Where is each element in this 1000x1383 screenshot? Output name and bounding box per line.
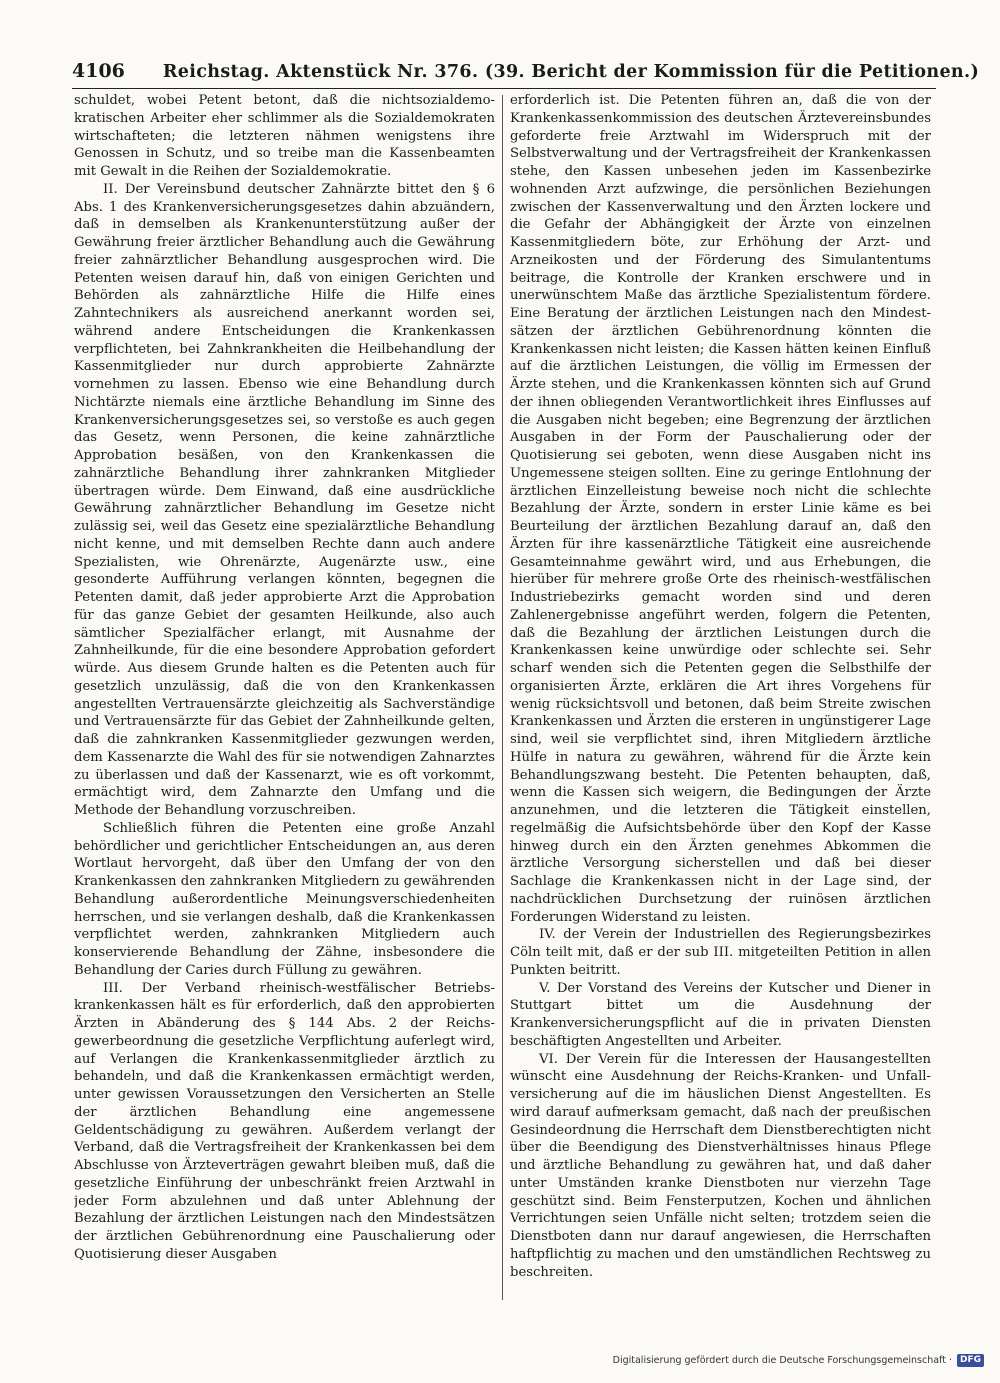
page-header [72, 60, 980, 86]
paragraph: schuldet, wobei Petent betont, daß die nichtsozialdemokratischen Arbeiter eher schlimmer als die Sozialdemokraten wirtschafteten; die letzteren nähmen wenigstens ihre Genossen in Schutz, und so treibe man die Kassenbeamten mit Gewalt in die Reihen der Sozialdemokratie. [74, 93, 495, 179]
paragraph: Schließlich führen die Petenten eine große Anzahl behördlicher und gerichtlicher Entscheidungen an, aus deren Wortlaut hervorgeht, daß über den Umfang der von den Krankenkassen den zahnkranken Mitgliedern zu gewährenden Behandlung außerordentliche Meinungsverschiedenheiten herrschen, und sie verlangen deshalb, daß die Krankenkassen verpflichtet werden, zahnkranken Mitgliedern auch konservierende Behandlung der Zähne, insbesondere die Behandlung der Caries durch Füllung zu gewähren. [74, 820, 495, 978]
footer-credit: Digitalisierung gefördert durch die Deutsche Forschungsgemeinschaft · [612, 1354, 952, 1366]
paragraph: II. Der Vereinsbund deutscher Zahnärzte bittet den § 6 Abs. 1 des Krankenversicherungsgesetzes dahin abzuändern, daß in demselben als Krankenunterstützung außer der Gewährung freier ärztlicher Behandlung auch die Gewährung freier zahnärztlicher Behandlung ausgesprochen wird. Die Petenten weisen darauf hin, daß von einigen Gerichten und Behörden als zahnärztliche Hilfe die Hilfe eines Zahntechnikers als ausreichend anerkannt worden sei, während andere Entscheidungen die Krankenkassen verpflichteten, bei Zahnkrankheiten die Heilbehandlung der Kassenmitglieder nur durch approbierte Zahnärzte vornehmen zu lassen. Ebenso wie eine Behandlung durch Nichtärzte niemals eine ärztliche Behandlung im Sinne des Krankenversicherungsgesetzes sei, so verstoße es auch gegen das Gesetz, wenn Personen, die keine zahnärztliche Approbation besäßen, von den Krankenkassen die zahnärztliche Behandlung ihrer zahnkranken Mitglieder übertragen würde. Dem Einwand, daß eine ausdrückliche Gewährung zahnärztlicher Behandlung im Gesetze nicht zulässig sei, weil das Gesetz eine spezialärztliche Behandlung nicht kenne, und mit demselben Rechte dann auch andere Spezialisten, wie Ohrenärzte, Augenärzte usw., eine gesonderte Aufführung verlangen könnten, begegnen die Petenten damit, daß jeder approbierte Arzt die Approbation für das ganze Gebiet der gesamten Heilkunde, also auch sämtlicher Spezialfächer erlangt, mit Ausnahme der Zahnheilkunde, für die eine besondere Approbation gefordert würde. Aus diesem Grunde halten es die Petenten auch für gesetzlich unzulässig, daß die von den Krankenkassen angestellten Vertrauensärzte gleichzeitig als Sachverständige und Vertrauensärzte für das Gebiet der Zahnheilkunde gelten, daß die zahnkranken Kassenmitglieder gezwungen werden, dem Kassenarzte die Wahl des für sie notwendigen Zahnarztes zu überlassen und daß der Kassenarzt, wie es oft vorkommt, ermächtigt wird, dem Zahnarzte den Umfang und die Methode der Behandlung vorzuschreiben. [74, 181, 495, 818]
left-column [74, 92, 495, 1302]
running-head: Reichstag. Aktenstück Nr. 376. (39. Bericht der Kommission für die Petitionen.) [162, 62, 980, 82]
paragraph: erforderlich ist. Die Petenten führen an, daß die von der Krankenkassenkommission des deutschen Ärztevereinsbundes geforderte freie Arztwahl im Widerspruch mit der Selbstverwaltung und der Vertragsfreiheit der Krankenkassen stehe, den Kassen unbesehen jeden im Kassenbezirke wohnenden Arzt aufzwinge, die persönlichen Beziehungen zwischen der Kassenverwaltung und den Ärzten lockere und die Gefahr der Abhängigkeit der Ärzte von einzelnen Kassenmitgliedern böte, zur Erhöhung der Arzt- und Arzneikosten und der Förderung des Simulantentums beitrage, die Kontrolle der Kranken erschwere und in unerwünschtem Maße das ärztliche Spezialistentum fördere. Eine Beratung der ärztlichen Leistungen nach den Mindestsätzen der ärztlichen Gebührenordnung könnten die Krankenkassen nicht leisten; die Kassen hätten keinen Einfluß auf die ärztlichen Leistungen, die völlig im Ermessen der Ärzte stehen, und die Krankenkassen könnten sich auf Grund der ihnen obliegenden Verantwortlichkeit ihres Einflusses auf die Ausgaben nicht begeben; eine Begrenzung der ärztlichen Ausgaben in der Form der Pauschalierung oder der Quotisierung sei geboten, wenn diese Ausgaben nicht ins Ungemessene steigen sollten. Eine zu geringe Entlohnung der ärztlichen Einzelleistung beweise noch nicht die schlechte Bezahlung der Ärzte, sondern in erster Linie käme es bei Beurteilung der ärztlichen Bezahlung darauf an, daß den Ärzten für ihre kassenärztliche Tätigkeit eine ausreichende Gesamteinnahme gewährt wird, und aus Erhebungen, die hierüber für mehrere große Orte des rheinisch-westfälischen Industriebezirks gemacht worden sind und deren Zahlenergebnisse angeführt werden, folgern die Petenten, daß die Bezahlung der ärztlichen Leistungen durch die Krankenkassen keine unwürdige oder schlechte sei. Sehr scharf wenden sich die Petenten gegen die Selbsthilfe der organisierten Ärzte, erklären die Art ihres Vorgehens für wenig rücksichtsvoll und betonen, daß beim Streite zwischen Krankenkassen und Ärzten die ersteren in ungünstigerer Lage sind, weil sie verpflichtet sind, ihren Mitgliedern ärztliche Hülfe in natura zu gewähren, während für die Ärzte kein Behandlungszwang besteht. Die Petenten behaupten, daß, wenn die Kassen sich weigern, die Bedingungen der Ärzte anzunehmen, und die letzteren die Tätigkeit einstellen, regelmäßig die Aufsichtsbehörde über den Kopf der Kasse hinweg durch ein den Ärzten genehmes Abkommen die ärztliche Versorgung sicherstellen und daß bei dieser Sachlage die Krankenkassen nicht in der Lage sind, der nachdrücklichen Durchsetzung der ruinösen ärztlichen Forderungen Widerstand zu leisten. [510, 93, 931, 925]
paragraph: IV. der Verein der Industriellen des Regierungsbezirkes Cöln teilt mit, daß er der sub III. mitgeteilten Petition in allen Punkten beitritt. [510, 927, 931, 978]
digitization-footer [613, 1351, 984, 1369]
right-column [510, 92, 931, 1302]
column-divider [502, 95, 503, 1300]
paragraph: III. Der Verband rheinisch-westfälischer Betriebskrankenkassen hält es für erforderlich, daß den approbierten Ärzten in Abänderung des § 144 Abs. 2 der Reichsgewerbeordnung die gesetzliche Verpflichtung auferlegt wird, auf Verlangen die Krankenkassenmitglieder ärztlich zu behandeln, und daß die Krankenkassen ermächtigt werden, unter gewissen Voraussetzungen den Versicherten an Stelle der ärztlichen Behandlung eine angemessene Geldentschädigung zu gewähren. Außerdem verlangt der Verband, daß die Vertragsfreiheit der Krankenkassen bei dem Abschlusse von Ärzteverträgen gewahrt bleiben muß, daß die gesetzliche Einführung der unbeschränkt freien Arztwahl in jeder Form abzulehnen und daß unter Ablehnung der Bezahlung der ärztlichen Leistungen nach den Mindestsätzen der ärztlichen Gebührenordnung eine Pauschalierung oder Quotisierung dieser Ausgaben [74, 980, 495, 1262]
page-number: 4106 [72, 60, 125, 82]
dfg-logo: DFG [957, 1354, 984, 1367]
header-rule [72, 88, 936, 89]
paragraph: V. Der Vorstand des Vereins der Kutscher und Diener in Stuttgart bittet um die Ausdehnung der Krankenversicherungspflicht auf die in privaten Diensten beschäftigten Angestellten und Arbeiter. [510, 980, 931, 1049]
paragraph: VI. Der Verein für die Interessen der Hausangestellten wünscht eine Ausdehnung der Reichs-Kranken- und Unfallversicherung auf die im häuslichen Dienst Angestellten. Es wird darauf aufmerksam gemacht, daß nach der preußischen Gesindeordnung die Herrschaft dem Dienstberechtigten nicht über die Beendigung des Dienstverhältnisses hinaus Pflege und ärztliche Behandlung zu gewähren hat, und daß daher unter Umständen kranke Dienstboten nur vierzehn Tage geschützt sind. Beim Fensterputzen, Kochen und ähnlichen Verrichtungen seien Unfälle nicht selten; trotzdem seien die Dienstboten dann nur darauf angewiesen, die Herrschaften haftpflichtig zu machen und den umständlichen Rechtsweg zu beschreiten. [510, 1051, 931, 1280]
